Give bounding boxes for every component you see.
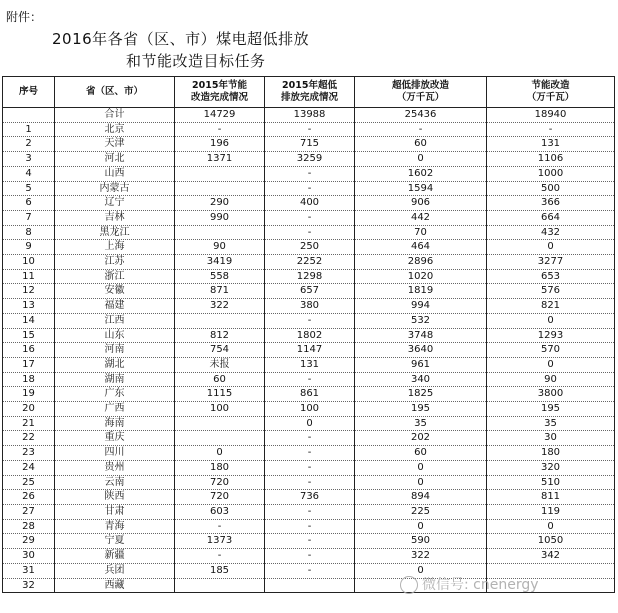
header-province: 省（区、市） (55, 77, 175, 108)
cell-c5: 1602 (355, 166, 487, 181)
cell-c3: 90 (175, 240, 265, 255)
cell-c4: 861 (265, 387, 355, 402)
cell-name: 云南 (55, 475, 175, 490)
cell-c3: 558 (175, 269, 265, 284)
cell-seq: 24 (3, 460, 55, 475)
cell-c6: 320 (487, 460, 615, 475)
cell-c6: 0 (487, 313, 615, 328)
target-task-table (2, 76, 615, 593)
cell-seq (3, 108, 55, 123)
cell-c3: 871 (175, 284, 265, 299)
cell-c5: 0 (355, 519, 487, 534)
table-row (3, 475, 615, 490)
table-row (3, 534, 615, 549)
cell-seq: 12 (3, 284, 55, 299)
cell-seq: 30 (3, 549, 55, 564)
cell-name: 陕西 (55, 490, 175, 505)
cell-c4: - (265, 225, 355, 240)
cell-c6: 0 (487, 240, 615, 255)
cell-c4: - (265, 122, 355, 137)
cell-c3: 196 (175, 137, 265, 152)
cell-c6: 570 (487, 343, 615, 358)
cell-c4: 657 (265, 284, 355, 299)
cell-seq: 2 (3, 137, 55, 152)
cell-name: 湖南 (55, 372, 175, 387)
cell-c4: 250 (265, 240, 355, 255)
table-row (3, 255, 615, 270)
cell-c6: 1106 (487, 152, 615, 167)
cell-c3: 14729 (175, 108, 265, 123)
document-title-line1: 2016年各省（区、市）煤电超低排放 (52, 30, 310, 48)
cell-c6: 30 (487, 431, 615, 446)
cell-name: 江苏 (55, 255, 175, 270)
wechat-logo-icon (400, 576, 418, 594)
table-row (3, 504, 615, 519)
table-row (3, 416, 615, 431)
cell-c6: 131 (487, 137, 615, 152)
header-energy-saving-retrofit: 节能改造 （万千瓦） (487, 77, 615, 108)
cell-c3: 322 (175, 299, 265, 314)
wechat-watermark: 微信号: cnenergy (400, 574, 539, 594)
cell-c3: 1115 (175, 387, 265, 402)
cell-c6: 811 (487, 490, 615, 505)
table-row (3, 402, 615, 417)
cell-c5: 906 (355, 196, 487, 211)
cell-seq: 14 (3, 313, 55, 328)
cell-c4: - (265, 313, 355, 328)
cell-c5: 464 (355, 240, 487, 255)
cell-c5: 202 (355, 431, 487, 446)
cell-c4: 0 (265, 416, 355, 431)
cell-name: 宁夏 (55, 534, 175, 549)
cell-c6: 1050 (487, 534, 615, 549)
cell-c3 (175, 578, 265, 593)
cell-c6: 18940 (487, 108, 615, 123)
cell-c5: 442 (355, 210, 487, 225)
cell-seq: 16 (3, 343, 55, 358)
table-row (3, 181, 615, 196)
cell-c5: 1825 (355, 387, 487, 402)
cell-seq: 10 (3, 255, 55, 270)
cell-c3: 1373 (175, 534, 265, 549)
cell-c4: 3259 (265, 152, 355, 167)
cell-c3: 720 (175, 490, 265, 505)
cell-c3 (175, 181, 265, 196)
cell-c3: 180 (175, 460, 265, 475)
cell-c3: - (175, 549, 265, 564)
cell-c5: 225 (355, 504, 487, 519)
cell-seq: 26 (3, 490, 55, 505)
table-row (3, 519, 615, 534)
cell-c6: 1293 (487, 328, 615, 343)
cell-c4: - (265, 475, 355, 490)
cell-name: 海南 (55, 416, 175, 431)
attachment-label: 附件： (6, 10, 43, 24)
cell-seq: 31 (3, 563, 55, 578)
cell-name: 浙江 (55, 269, 175, 284)
cell-c4: - (265, 431, 355, 446)
cell-name: 广东 (55, 387, 175, 402)
cell-c3: 3419 (175, 255, 265, 270)
cell-name: 贵州 (55, 460, 175, 475)
cell-seq: 18 (3, 372, 55, 387)
cell-name: 西藏 (55, 578, 175, 593)
cell-c3: 720 (175, 475, 265, 490)
cell-c6: 119 (487, 504, 615, 519)
cell-c3: 990 (175, 210, 265, 225)
cell-seq: 29 (3, 534, 55, 549)
cell-c3: - (175, 122, 265, 137)
cell-seq: 15 (3, 328, 55, 343)
cell-c3 (175, 416, 265, 431)
cell-c5: - (355, 122, 487, 137)
cell-c3: 603 (175, 504, 265, 519)
cell-c5: 894 (355, 490, 487, 505)
cell-seq: 23 (3, 446, 55, 461)
cell-c5: 1819 (355, 284, 487, 299)
cell-c6: 342 (487, 549, 615, 564)
cell-c3: 185 (175, 563, 265, 578)
cell-c5: 0 (355, 152, 487, 167)
cell-c4: 2252 (265, 255, 355, 270)
table-row (3, 343, 615, 358)
table-row (3, 299, 615, 314)
cell-name: 河南 (55, 343, 175, 358)
table-row (3, 387, 615, 402)
cell-c3 (175, 313, 265, 328)
cell-c4: - (265, 210, 355, 225)
cell-c5: 340 (355, 372, 487, 387)
cell-c4 (265, 578, 355, 593)
cell-c3 (175, 225, 265, 240)
cell-seq: 28 (3, 519, 55, 534)
cell-seq: 19 (3, 387, 55, 402)
table-header-row (3, 77, 615, 108)
cell-seq: 22 (3, 431, 55, 446)
table-row (3, 225, 615, 240)
header-2015-energy-saving: 2015年节能 改造完成情况 (175, 77, 265, 108)
cell-c4: - (265, 534, 355, 549)
cell-c6: 664 (487, 210, 615, 225)
cell-c5: 70 (355, 225, 487, 240)
cell-c6: 576 (487, 284, 615, 299)
cell-seq: 7 (3, 210, 55, 225)
cell-name: 湖北 (55, 357, 175, 372)
cell-name: 四川 (55, 446, 175, 461)
cell-c5: 0 (355, 563, 487, 578)
table-row (3, 269, 615, 284)
cell-c3 (175, 431, 265, 446)
cell-seq: 9 (3, 240, 55, 255)
cell-seq: 3 (3, 152, 55, 167)
cell-c5: 322 (355, 549, 487, 564)
cell-name: 甘肃 (55, 504, 175, 519)
cell-c5: 0 (355, 460, 487, 475)
cell-seq: 21 (3, 416, 55, 431)
cell-seq: 27 (3, 504, 55, 519)
cell-c4: - (265, 519, 355, 534)
cell-c5: 0 (355, 475, 487, 490)
cell-c3: 1371 (175, 152, 265, 167)
header-seq: 序号 (3, 77, 55, 108)
cell-c6: 90 (487, 372, 615, 387)
table-row (3, 210, 615, 225)
cell-seq: 17 (3, 357, 55, 372)
cell-c6: 500 (487, 181, 615, 196)
header-ultra-low-retrofit: 超低排放改造 （万千瓦） (355, 77, 487, 108)
cell-c5: 994 (355, 299, 487, 314)
table-row (3, 284, 615, 299)
cell-name: 山东 (55, 328, 175, 343)
cell-c4: 380 (265, 299, 355, 314)
cell-c4: - (265, 563, 355, 578)
cell-seq: 6 (3, 196, 55, 211)
table-row (3, 431, 615, 446)
cell-name: 上海 (55, 240, 175, 255)
cell-seq: 5 (3, 181, 55, 196)
cell-c6: 366 (487, 196, 615, 211)
cell-name: 山西 (55, 166, 175, 181)
cell-c5: 35 (355, 416, 487, 431)
table-row (3, 122, 615, 137)
cell-c4: - (265, 166, 355, 181)
table-row (3, 460, 615, 475)
cell-c4: 1298 (265, 269, 355, 284)
cell-c5: 1594 (355, 181, 487, 196)
cell-c5: 60 (355, 446, 487, 461)
cell-c4: 100 (265, 402, 355, 417)
cell-name: 重庆 (55, 431, 175, 446)
cell-seq: 32 (3, 578, 55, 593)
cell-c5: 1020 (355, 269, 487, 284)
cell-c3: 754 (175, 343, 265, 358)
cell-seq: 25 (3, 475, 55, 490)
cell-c4: 131 (265, 357, 355, 372)
cell-name: 青海 (55, 519, 175, 534)
cell-seq: 4 (3, 166, 55, 181)
cell-name: 河北 (55, 152, 175, 167)
cell-c6: 0 (487, 519, 615, 534)
cell-name: 黑龙江 (55, 225, 175, 240)
cell-name: 天津 (55, 137, 175, 152)
table-row (3, 357, 615, 372)
cell-c3: - (175, 519, 265, 534)
cell-c6: 510 (487, 475, 615, 490)
cell-c5: 195 (355, 402, 487, 417)
table-total-row (3, 108, 615, 123)
cell-seq: 1 (3, 122, 55, 137)
table-row (3, 549, 615, 564)
document-title-line2: 和节能改造目标任务 (126, 52, 266, 70)
cell-c4: 1147 (265, 343, 355, 358)
cell-name: 安徽 (55, 284, 175, 299)
cell-name: 福建 (55, 299, 175, 314)
cell-c6: 3800 (487, 387, 615, 402)
table-row (3, 152, 615, 167)
cell-c3: 0 (175, 446, 265, 461)
cell-seq: 11 (3, 269, 55, 284)
cell-name: 广西 (55, 402, 175, 417)
cell-c6: 0 (487, 357, 615, 372)
cell-c4: - (265, 549, 355, 564)
cell-name: 内蒙古 (55, 181, 175, 196)
cell-c4: - (265, 446, 355, 461)
cell-c5: 3748 (355, 328, 487, 343)
cell-c5: 2896 (355, 255, 487, 270)
cell-c4: - (265, 460, 355, 475)
table-row (3, 196, 615, 211)
cell-c5: 3640 (355, 343, 487, 358)
table-row (3, 446, 615, 461)
cell-name: 吉林 (55, 210, 175, 225)
cell-seq: 13 (3, 299, 55, 314)
cell-c6: 653 (487, 269, 615, 284)
cell-c3: 未报 (175, 357, 265, 372)
cell-c5: 60 (355, 137, 487, 152)
cell-name: 兵团 (55, 563, 175, 578)
cell-c6: 1000 (487, 166, 615, 181)
table-row (3, 166, 615, 181)
cell-c6: 3277 (487, 255, 615, 270)
cell-c4: 736 (265, 490, 355, 505)
cell-c3: 60 (175, 372, 265, 387)
cell-c6: 195 (487, 402, 615, 417)
cell-c4: 13988 (265, 108, 355, 123)
table-row (3, 490, 615, 505)
cell-c4: 1802 (265, 328, 355, 343)
cell-c6: 432 (487, 225, 615, 240)
cell-c3: 100 (175, 402, 265, 417)
cell-c3: 812 (175, 328, 265, 343)
table-row (3, 137, 615, 152)
cell-name: 辽宁 (55, 196, 175, 211)
cell-c4: 715 (265, 137, 355, 152)
cell-c5: 590 (355, 534, 487, 549)
cell-c4: - (265, 504, 355, 519)
cell-c5: 961 (355, 357, 487, 372)
cell-c4: 400 (265, 196, 355, 211)
cell-c5: 25436 (355, 108, 487, 123)
cell-seq: 20 (3, 402, 55, 417)
cell-c3 (175, 166, 265, 181)
table-row (3, 372, 615, 387)
cell-name: 北京 (55, 122, 175, 137)
cell-name: 新疆 (55, 549, 175, 564)
cell-name: 江西 (55, 313, 175, 328)
cell-name: 合计 (55, 108, 175, 123)
cell-c6: 35 (487, 416, 615, 431)
header-2015-ultra-low: 2015年超低 排放完成情况 (265, 77, 355, 108)
cell-seq: 8 (3, 225, 55, 240)
cell-c6: 180 (487, 446, 615, 461)
cell-c4: - (265, 181, 355, 196)
cell-c5: 532 (355, 313, 487, 328)
cell-c4: - (265, 372, 355, 387)
table-row (3, 240, 615, 255)
cell-c3: 290 (175, 196, 265, 211)
table-row (3, 313, 615, 328)
cell-c6: 821 (487, 299, 615, 314)
cell-c6: - (487, 122, 615, 137)
table-row (3, 328, 615, 343)
